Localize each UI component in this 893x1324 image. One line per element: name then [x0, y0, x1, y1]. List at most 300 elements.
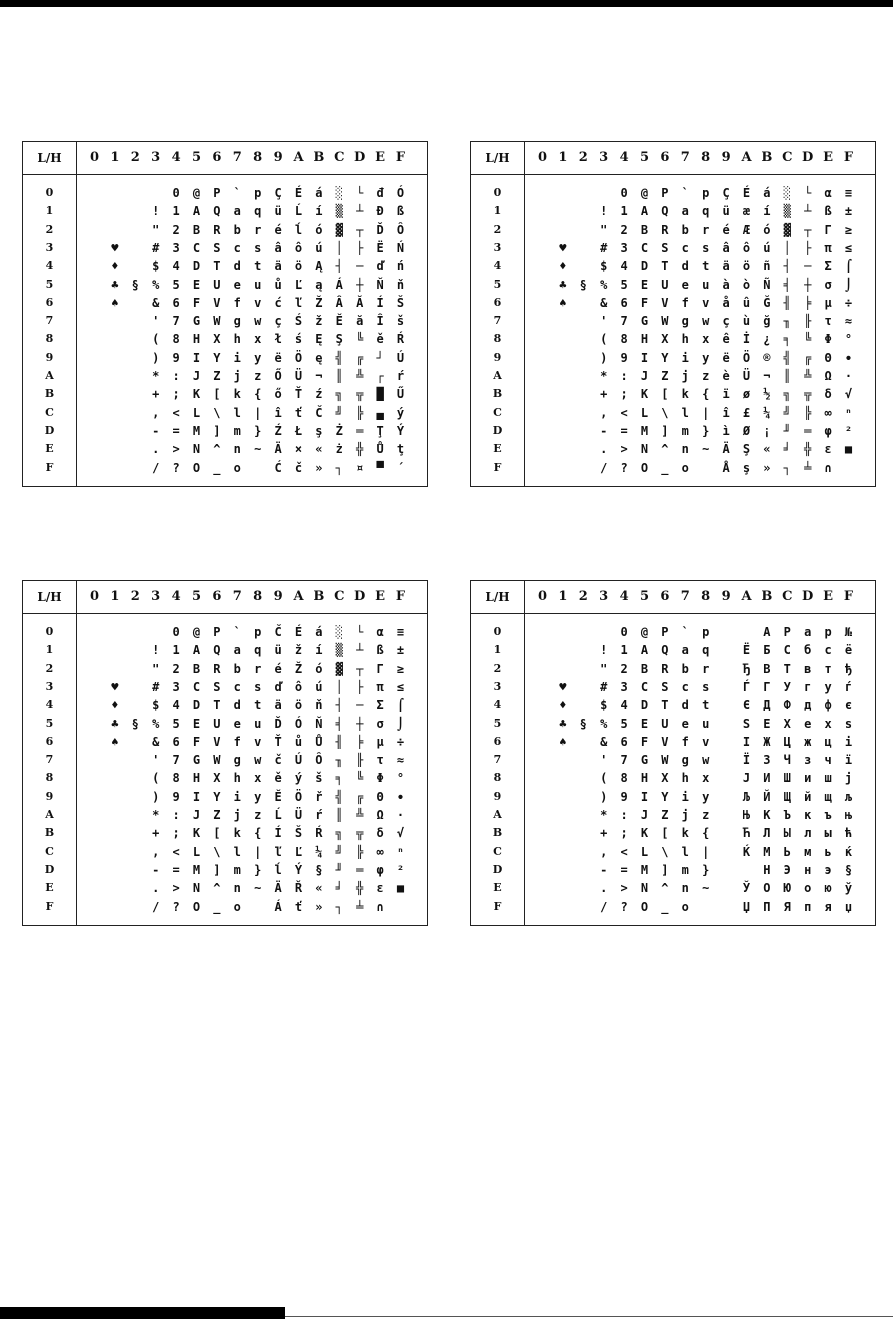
char-cell: m [681, 423, 689, 438]
char-cell: | [702, 405, 710, 420]
char-cell: g [681, 753, 689, 768]
row-header: F [493, 460, 502, 474]
char-cell [105, 385, 124, 403]
char-cell [553, 330, 572, 348]
char-cell: F [640, 295, 649, 310]
char-cell: Θ [376, 789, 384, 804]
char-cell: + [152, 387, 160, 402]
column-header: 2 [578, 589, 588, 604]
char-cell: ' [152, 314, 160, 329]
char-cell: ä [274, 259, 282, 274]
char-cell: ∩ [824, 460, 832, 475]
column-header: D [802, 150, 814, 165]
char-cell: ж [804, 734, 812, 749]
char-cell: ♦ [559, 698, 567, 713]
char-cell [85, 715, 104, 733]
char-cell [553, 861, 572, 879]
char-cell: Ø [742, 423, 751, 438]
char-cell: ѕ [844, 716, 853, 731]
char-cell: × [294, 442, 303, 457]
corner-label: L/H [485, 151, 510, 165]
char-cell: ² [844, 423, 853, 438]
char-cell: B [192, 661, 201, 676]
char-cell: , [152, 844, 160, 859]
char-cell: n [681, 881, 689, 896]
char-cell: ^ [661, 442, 669, 457]
char-cell: Ä [722, 442, 730, 457]
char-cell: % [152, 716, 160, 731]
char-cell: š [315, 771, 323, 786]
char-cell: s [702, 240, 710, 255]
char-cell [126, 696, 145, 714]
row-header: 2 [493, 661, 502, 675]
char-cell: Ú [396, 350, 405, 365]
char-cell: σ [824, 277, 832, 292]
char-cell: Ź [274, 423, 282, 438]
char-cell: L [192, 844, 201, 859]
char-cell: L [640, 405, 649, 420]
char-cell [105, 349, 124, 367]
char-cell: ż [335, 442, 343, 457]
char-cell: √ [844, 387, 853, 402]
char-cell: & [600, 295, 608, 310]
char-cell: \ [661, 405, 669, 420]
char-cell: ѓ [844, 679, 853, 694]
char-cell [85, 276, 104, 294]
column-header: A [741, 589, 752, 604]
char-cell: Ш [783, 771, 791, 786]
char-cell: v [702, 295, 710, 310]
char-cell [574, 349, 593, 367]
char-cell: ╦ [804, 387, 812, 402]
char-cell: М [763, 844, 771, 859]
char-cell: ? [620, 460, 628, 475]
char-cell [85, 861, 104, 879]
char-cell: µ [824, 295, 832, 310]
char-cell [533, 221, 552, 239]
char-cell: } [254, 423, 262, 438]
char-cell [126, 440, 145, 458]
char-cell: Ő [274, 369, 282, 383]
char-cell: ╚ [356, 771, 364, 786]
char-cell: 1 [620, 204, 628, 219]
char-cell: П [763, 899, 771, 914]
char-cell: ⁿ [396, 844, 405, 859]
char-cell: Y [213, 789, 221, 804]
char-cell: I [192, 789, 201, 804]
char-cell: 2 [620, 661, 628, 676]
char-cell: Ť [274, 734, 282, 749]
char-cell: $ [152, 698, 160, 713]
char-cell: " [152, 661, 160, 676]
char-cell: % [600, 716, 608, 731]
char-cell: ♠ [559, 734, 567, 749]
char-cell: ┬ [804, 222, 812, 237]
char-cell: Ž [294, 661, 303, 676]
char-cell [85, 184, 104, 202]
char-cell: ¬ [315, 369, 323, 383]
char-cell [574, 769, 593, 787]
char-cell: ╩ [804, 369, 812, 383]
charset-table-bottom-left [22, 580, 428, 926]
char-cell: X [661, 771, 669, 786]
char-cell: └ [356, 625, 364, 639]
char-cell: ─ [804, 259, 812, 274]
char-cell: ∞ [824, 405, 832, 420]
char-cell: g [681, 314, 689, 329]
column-header: 6 [660, 589, 670, 604]
char-cell [85, 239, 104, 257]
char-cell [85, 440, 104, 458]
column-header: C [334, 150, 345, 165]
char-cell [126, 257, 145, 275]
char-cell [126, 623, 145, 641]
char-cell [533, 239, 552, 257]
char-cell: î [274, 405, 282, 420]
column-header: F [395, 150, 406, 165]
row-header: 7 [45, 753, 54, 767]
column-header: D [802, 589, 814, 604]
row-header: 1 [45, 204, 54, 218]
char-cell: х [824, 716, 832, 731]
char-cell: _ [213, 899, 221, 914]
char-cell: < [172, 844, 180, 859]
char-cell: ( [152, 332, 160, 347]
column-header: A [741, 150, 752, 165]
char-cell: Ü [742, 369, 751, 383]
char-cell: a [233, 204, 241, 219]
char-cell: í [763, 204, 771, 219]
char-cell: А [763, 625, 771, 639]
char-cell: » [763, 460, 771, 475]
char-cell [737, 623, 756, 641]
char-cell: ├ [356, 679, 364, 694]
char-cell: б [804, 643, 812, 658]
char-cell: Z [213, 369, 221, 383]
char-cell: { [702, 387, 710, 402]
char-cell: u [254, 716, 262, 731]
row-header-divider [76, 142, 77, 486]
row-header: 9 [493, 350, 502, 364]
char-cell: ŕ [396, 369, 405, 383]
char-cell: ≈ [844, 314, 853, 329]
char-cell: " [600, 222, 608, 237]
char-cell: < [172, 405, 180, 420]
char-cell: с [824, 643, 832, 658]
char-cell: ⌠ [396, 698, 405, 713]
char-cell: к [804, 808, 812, 822]
char-cell [574, 459, 593, 477]
char-cell: Ё [742, 643, 751, 658]
char-cell: ♦ [111, 698, 119, 713]
char-cell: ~ [702, 881, 710, 896]
char-cell: ╧ [804, 460, 812, 475]
char-cell: ≥ [844, 222, 853, 237]
char-cell: δ [824, 387, 832, 402]
char-cell: ╗ [335, 826, 343, 841]
char-cell: ╬ [804, 442, 812, 457]
char-cell: ë [274, 350, 282, 365]
char-cell: ď [274, 679, 282, 694]
char-cell: 4 [172, 259, 180, 274]
char-cell [126, 367, 145, 385]
char-cell: Ы [783, 826, 791, 841]
char-cell: ♥ [111, 240, 119, 255]
column-header: A [293, 150, 304, 165]
char-cell [533, 788, 552, 806]
char-cell: ў [844, 881, 853, 896]
char-cell: u [702, 277, 710, 292]
char-cell [85, 769, 104, 787]
char-cell: ░ [335, 186, 343, 200]
char-cell: A [640, 204, 649, 219]
char-cell [533, 404, 552, 422]
char-cell: њ [844, 808, 853, 822]
char-cell: Ó [294, 716, 303, 731]
char-cell: B [640, 661, 649, 676]
char-cell [105, 641, 124, 659]
char-cell: d [681, 698, 689, 713]
char-cell: Ц [783, 734, 791, 749]
row-header: E [493, 442, 502, 456]
char-cell [533, 843, 552, 861]
char-cell: ║ [783, 369, 791, 383]
char-cell: ž [294, 643, 303, 658]
char-cell [717, 678, 736, 696]
char-cell: Т [783, 661, 791, 676]
char-cell: b [681, 661, 689, 676]
row-header-divider [524, 142, 525, 486]
char-cell [533, 751, 552, 769]
char-cell: ` [681, 625, 689, 639]
char-cell: Ї [742, 753, 751, 768]
char-cell: Ў [742, 881, 751, 896]
char-cell: 4 [620, 698, 628, 713]
char-cell [85, 678, 104, 696]
char-cell: o [233, 460, 241, 475]
char-cell: § [579, 716, 587, 731]
char-cell: № [844, 625, 853, 639]
char-cell: j [681, 808, 689, 822]
char-cell: ╖ [335, 753, 343, 768]
char-cell [737, 861, 756, 879]
char-cell: ┼ [356, 716, 364, 731]
char-cell: Б [763, 643, 771, 658]
char-cell [105, 202, 124, 220]
char-cell: ≤ [396, 679, 405, 694]
column-header: F [843, 589, 854, 604]
char-cell: г [804, 679, 812, 694]
char-cell: ║ [335, 808, 343, 822]
column-header: 5 [191, 589, 202, 604]
char-cell: = [172, 862, 180, 877]
char-cell: В [763, 661, 771, 676]
char-cell: J [192, 808, 201, 822]
char-cell: â [274, 240, 282, 255]
char-cell: + [600, 387, 608, 402]
char-cell: Ę [315, 332, 323, 347]
char-cell [717, 696, 736, 714]
char-cell: x [702, 771, 710, 786]
char-cell [85, 294, 104, 312]
char-cell: ü [722, 204, 730, 219]
char-cell: 0 [620, 186, 628, 200]
row-header: B [44, 826, 55, 840]
char-cell: » [315, 460, 323, 475]
char-cell: ⌠ [844, 259, 853, 274]
char-cell: Y [661, 789, 669, 804]
char-cell: └ [356, 186, 364, 200]
char-cell: ' [152, 753, 160, 768]
char-cell: ě [376, 332, 384, 347]
char-cell: ü [274, 204, 282, 219]
char-cell: C [192, 240, 201, 255]
char-cell: O [192, 460, 201, 475]
char-cell: w [702, 314, 710, 329]
char-cell [85, 641, 104, 659]
char-cell: k [681, 387, 689, 402]
char-cell: İ [742, 332, 751, 347]
char-cell [574, 202, 593, 220]
char-cell [553, 404, 572, 422]
char-cell: v [254, 734, 262, 749]
char-cell [533, 330, 552, 348]
char-cell: L [640, 844, 649, 859]
column-header: A [293, 589, 304, 604]
char-cell: N [640, 442, 649, 457]
char-cell: w [254, 314, 262, 329]
char-cell: â [722, 240, 730, 255]
char-cell: ♠ [111, 295, 119, 310]
column-header: D [354, 589, 366, 604]
column-header: F [843, 150, 854, 165]
char-cell [126, 879, 145, 897]
char-cell [553, 349, 572, 367]
char-cell: ┴ [804, 204, 812, 219]
char-cell: Ј [742, 771, 751, 786]
char-cell [85, 623, 104, 641]
char-cell: н [804, 862, 812, 877]
row-header: D [44, 423, 55, 437]
char-cell: Ď [274, 716, 282, 731]
char-cell [105, 861, 124, 879]
char-cell: И [763, 771, 771, 786]
char-cell: % [152, 277, 160, 292]
char-cell: p [702, 186, 710, 200]
char-cell: у [824, 679, 832, 694]
char-cell: É [742, 186, 751, 200]
char-cell [85, 824, 104, 842]
char-cell: й [804, 789, 812, 804]
char-cell: ñ [763, 259, 771, 274]
column-header: E [375, 150, 386, 165]
char-cell: Φ [376, 771, 384, 786]
char-cell: É [294, 625, 303, 639]
char-cell: 9 [620, 350, 628, 365]
char-cell: ° [396, 771, 405, 786]
char-cell: í [315, 643, 323, 658]
char-cell: ŕ [315, 808, 323, 822]
char-cell: ] [213, 862, 221, 877]
char-cell [574, 385, 593, 403]
column-header: F [395, 589, 406, 604]
char-cell [533, 678, 552, 696]
top-rule [0, 0, 893, 7]
char-cell: ĺ [274, 862, 282, 877]
char-cell: Ď [376, 222, 384, 237]
char-cell [126, 202, 145, 220]
char-cell: Ý [294, 862, 303, 877]
char-cell: ĺ [294, 222, 303, 237]
char-cell: Ů [315, 734, 323, 749]
charset-table-bottom-right [470, 580, 876, 926]
char-cell [717, 715, 736, 733]
char-cell: - [152, 423, 160, 438]
char-cell: = [620, 862, 628, 877]
char-cell: Ş [742, 442, 751, 457]
char-cell: ] [661, 862, 669, 877]
char-cell [85, 788, 104, 806]
char-cell [533, 367, 552, 385]
char-cell [126, 459, 145, 477]
char-cell: | [254, 844, 262, 859]
char-cell: ì [722, 423, 730, 438]
char-cell: # [600, 679, 608, 694]
char-cell: ` [233, 186, 241, 200]
char-cell: * [600, 808, 608, 822]
char-cell: Ч [783, 753, 791, 768]
char-cell: G [192, 753, 201, 768]
char-cell: f [233, 734, 241, 749]
column-header: 4 [619, 589, 629, 604]
char-cell: Q [213, 643, 221, 658]
char-cell: ∞ [376, 844, 384, 859]
char-cell: │ [783, 240, 791, 255]
char-cell [126, 385, 145, 403]
char-cell: Z [213, 808, 221, 822]
char-cell: £ [742, 405, 751, 420]
char-cell: q [702, 643, 710, 658]
char-cell: N [192, 442, 201, 457]
char-cell: ▒ [335, 204, 343, 219]
char-cell: M [640, 423, 649, 438]
char-cell: X [213, 332, 221, 347]
row-header: C [45, 844, 54, 858]
row-header: 9 [45, 789, 54, 803]
char-cell: ─ [356, 259, 364, 274]
char-cell: Щ [783, 789, 791, 804]
char-cell [85, 843, 104, 861]
char-cell: U [661, 277, 669, 292]
char-cell [717, 806, 736, 824]
char-cell: є [844, 698, 853, 713]
char-cell [533, 623, 552, 641]
char-cell: ( [152, 771, 160, 786]
char-cell [126, 184, 145, 202]
row-header-divider [524, 581, 525, 925]
char-cell [574, 751, 593, 769]
column-header: 1 [110, 589, 120, 604]
char-cell: e [681, 277, 689, 292]
char-cell: c [681, 679, 689, 694]
char-cell: Э [783, 862, 791, 877]
char-cell: ² [396, 862, 405, 877]
char-cell [533, 312, 552, 330]
char-cell: Σ [376, 698, 384, 713]
column-header: C [334, 589, 345, 604]
footer-rule [285, 1316, 893, 1317]
char-cell: = [172, 423, 180, 438]
